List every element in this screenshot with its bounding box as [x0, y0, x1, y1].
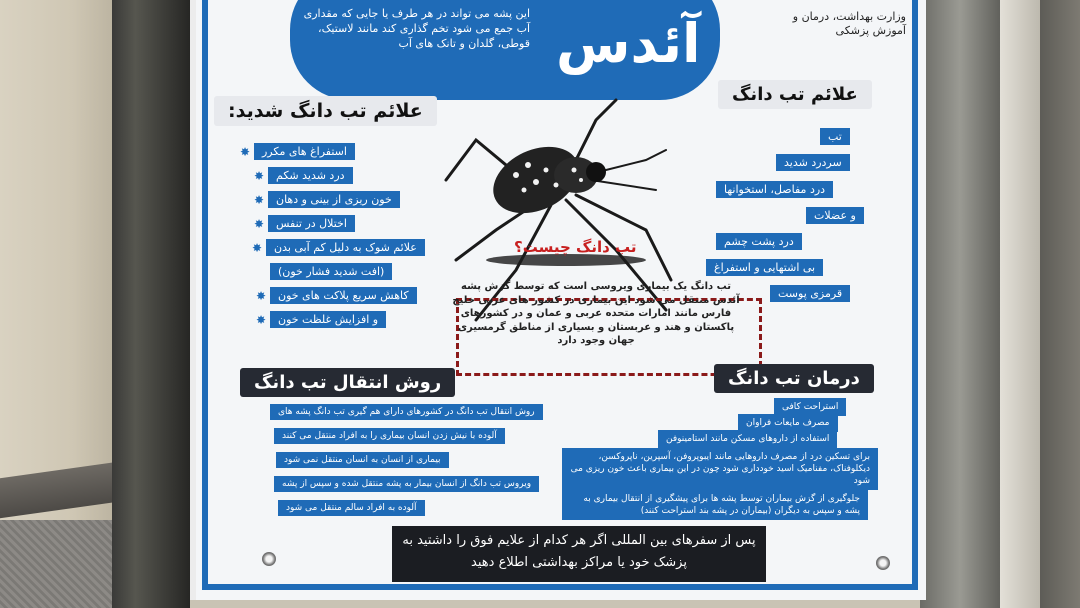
wall-tiles: [0, 520, 120, 608]
severe-item: کاهش سریع پلاکت های خون: [270, 287, 417, 304]
severe-symptoms-heading: علائم تب دانگ شدید:: [214, 96, 437, 126]
star-icon: ✸: [256, 289, 267, 303]
symptom-item: سردرد شدید: [776, 154, 850, 171]
symptom-item: بی اشتهایی و استفراغ: [706, 259, 823, 276]
wall: [0, 0, 120, 608]
severe-item: علائم شوک به دلیل کم آبی بدن: [266, 239, 425, 256]
treatment-heading: درمان تب دانگ: [714, 364, 874, 393]
header-text: این پشه می تواند در هر طرف یا جایی که مقداری آب جمع می شود تخم گذاری کند مانند لاستیک، قوطی، گلدان و تانک های آب: [303, 7, 530, 50]
severe-item: (افت شدید فشار خون): [270, 263, 392, 280]
what-is-dengue-text: تب دانگ یک بیماری ویروسی است که توسط گزش پشه آئدس منتقل می شود این بیماری در کشور های عربی خلیج فارس مانند امارات متحده عربی و عمان و در کشورهای پاکستان و هند و عربستان و بسیاری از مناطق گرمسیری جهان وجود دارد: [452, 281, 740, 346]
treatment-item: مصرف مایعات فراوان: [738, 414, 838, 432]
transmission-item: روش انتقال تب دانگ در کشورهای دارای هم گیری تب دانگ پشه های: [270, 404, 543, 420]
star-icon: ✸: [254, 193, 265, 207]
severe-item: استفراغ های مکرر: [254, 143, 355, 160]
severe-item: و افزایش غلظت خون: [270, 311, 386, 328]
symptom-item: و عضلات: [806, 207, 864, 224]
star-icon: ✸: [240, 145, 251, 159]
severe-item: درد شدید شکم: [268, 167, 353, 184]
poster-title: آئدس: [556, 12, 701, 75]
symptom-item: درد پشت چشم: [716, 233, 802, 250]
severe-item: اختلال در تنفس: [268, 215, 355, 232]
ministry-label: وزارت بهداشت، درمان و آموزش پزشکی: [792, 10, 906, 37]
footer-notice: پس از سفرهای بین المللی اگر هر کدام از علایم فوق را داشتید به پزشک خود یا مراکز بهداشتی اطلاع دهید: [392, 526, 766, 582]
symptom-item: قرمزی پوست: [770, 285, 850, 302]
star-icon: ✸: [254, 217, 265, 231]
transmission-item: آلوده به افراد سالم منتقل می شود: [278, 500, 425, 516]
treatment-item: برای تسکین درد از مصرف داروهایی مانند ایبوپروفن، آسپرین، ناپروکسن، دیکلوفناک، مفنامیک اسید خودداری شود چون در این بیماری باعث خون ریزی می شود: [562, 448, 878, 490]
symptom-item: درد مفاصل، استخوانها: [716, 181, 833, 198]
what-is-dengue-heading: تب دانگ چیست؟: [514, 238, 637, 256]
treatment-item: جلوگیری از گزش بیماران توسط پشه ها برای پیشگیری از انتقال بیماری به پشه و سپس به دیگران (بیماران در پشه بند استراحت کنند): [562, 490, 868, 520]
severe-item: خون ریزی از بینی و دهان: [268, 191, 400, 208]
thumbtack-icon: [262, 552, 276, 566]
transmission-item: ویروس تب دانگ از انسان بیمار به پشه منتقل شده و سپس از پشه: [274, 476, 539, 492]
star-icon: ✸: [252, 241, 263, 255]
symptom-item: تب: [820, 128, 850, 145]
window-frame-right-panel: [1000, 0, 1040, 608]
thumbtack-icon: [876, 556, 890, 570]
treatment-item: استفاده از داروهای مسکن مانند استامینوفن: [658, 430, 837, 448]
transmission-item: بیماری از انسان به انسان منتقل نمی شود: [276, 452, 449, 468]
symptoms-heading: علائم تب دانگ: [718, 80, 872, 109]
dengue-poster: [190, 0, 926, 600]
window-frame-left: [112, 0, 190, 608]
star-icon: ✸: [254, 169, 265, 183]
transmission-heading: روش انتقال تب دانگ: [240, 368, 455, 397]
treatment-item: استراحت کافی: [774, 398, 846, 416]
star-icon: ✸: [256, 313, 267, 327]
transmission-item: آلوده با نیش زدن انسان بیماری را به افراد منتقل می کنند: [274, 428, 505, 444]
